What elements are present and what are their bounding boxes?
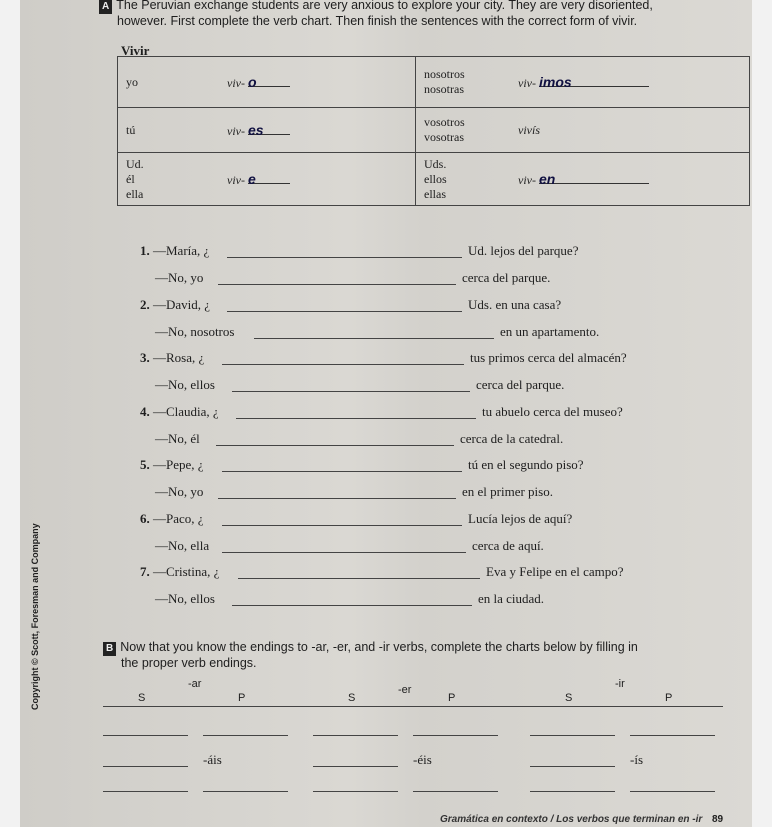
answer-blank[interactable]: [218, 284, 456, 285]
ending-blank[interactable]: [203, 791, 288, 792]
copyright: Copyright © Scott, Foresman and Company: [30, 523, 40, 710]
answer-blank[interactable]: [254, 338, 494, 339]
section-a-instructions: A The Peruvian exchange students are very anxious to explore your city. They are very disoriented, however. First complete the verb chart. Then finish the sentences with the correct form of vivir.: [99, 0, 759, 28]
answer-blank[interactable]: [222, 552, 466, 553]
given-ending: -áis: [203, 752, 222, 767]
answer-7: —No, ellos: [155, 591, 215, 606]
question-4: 4. —Claudia, ¿: [140, 403, 219, 419]
header-rule: [103, 706, 723, 707]
answer-1: —No, yo: [155, 270, 204, 285]
handwritten-answer[interactable]: imos: [538, 73, 572, 90]
ending-blank[interactable]: [103, 735, 188, 736]
answer-4: —No, él: [155, 430, 200, 446]
answer-blank[interactable]: [227, 257, 462, 258]
answer-blank[interactable]: [222, 364, 464, 365]
question-5: 5. —Pepe, ¿: [140, 457, 204, 472]
ending-blank[interactable]: [630, 791, 715, 792]
ending-blank[interactable]: [530, 791, 615, 792]
section-b-badge: B: [103, 642, 116, 656]
pronoun-right: vosotros vosotras: [416, 108, 511, 153]
answer-blank[interactable]: [232, 391, 470, 392]
answer-blank[interactable]: [238, 578, 480, 579]
section-b-instructions: B Now that you know the endings to -ar, -er, and -ir verbs, complete the charts below by filling in the proper verb endings.: [103, 640, 723, 670]
given-ending: -éis: [413, 752, 432, 767]
answer-5: —No, yo: [155, 484, 204, 499]
given-ending: -ís: [630, 752, 643, 767]
ending-blank[interactable]: [103, 791, 188, 792]
answer-blank[interactable]: [222, 525, 462, 526]
question-7: 7. —Cristina, ¿: [140, 564, 220, 579]
question-1: 1. —María, ¿: [140, 243, 210, 258]
question-3: 3. —Rosa, ¿: [140, 350, 205, 365]
group-label: -ir: [615, 678, 625, 690]
footer-text: Gramática en contexto / Los verbos que terminan en -ir: [440, 814, 703, 825]
handwritten-answer[interactable]: es: [247, 121, 264, 138]
group-label: -er: [398, 684, 412, 696]
section-a-badge: A: [99, 0, 112, 14]
pronoun-left: Ud. él ella: [118, 153, 220, 206]
handwritten-answer[interactable]: o: [247, 73, 257, 90]
answer-blank[interactable]: [227, 311, 462, 312]
ending-blank[interactable]: [103, 766, 188, 767]
answer-3: —No, ellos: [155, 377, 215, 392]
answer-blank[interactable]: [236, 418, 476, 419]
chart-row: yo viv- o nosotros nosotras viv- imos: [118, 57, 750, 108]
ending-blank[interactable]: [413, 791, 498, 792]
ending-blank[interactable]: [530, 735, 615, 736]
ending-blank[interactable]: [413, 735, 498, 736]
answer-blank[interactable]: [232, 605, 472, 606]
answer-blank[interactable]: [216, 445, 454, 446]
handwritten-answer[interactable]: en: [538, 170, 556, 187]
question-2: 2. —David, ¿: [140, 296, 211, 312]
ending-blank[interactable]: [313, 791, 398, 792]
answer-2: —No, nosotros: [155, 323, 235, 339]
answer-blank[interactable]: [222, 471, 462, 472]
question-6: 6. —Paco, ¿: [140, 510, 204, 526]
group-label: -ar: [188, 678, 202, 690]
handwritten-answer[interactable]: e: [247, 170, 256, 187]
vivir-chart: [117, 56, 750, 206]
pronoun-left: tú: [118, 108, 220, 153]
ending-blank[interactable]: [313, 766, 398, 767]
answer-blank[interactable]: [218, 498, 456, 499]
answer-6: —No, ella: [155, 537, 210, 553]
ending-blank[interactable]: [313, 735, 398, 736]
chart-row: Ud. él ella viv- e Uds. ellos ellas viv- en: [118, 153, 750, 206]
pronoun-right: Uds. ellos ellas: [416, 153, 511, 206]
chart-row: tú viv- es vosotros vosotras vivís: [118, 108, 750, 153]
pronoun-left: yo: [118, 57, 220, 108]
pronoun-right: nosotros nosotras: [416, 57, 511, 108]
ending-blank[interactable]: [203, 735, 288, 736]
ending-blank[interactable]: [630, 735, 715, 736]
page-number: 89: [712, 814, 724, 825]
chart-title: Vivir: [121, 43, 150, 58]
ending-blank[interactable]: [530, 766, 615, 767]
